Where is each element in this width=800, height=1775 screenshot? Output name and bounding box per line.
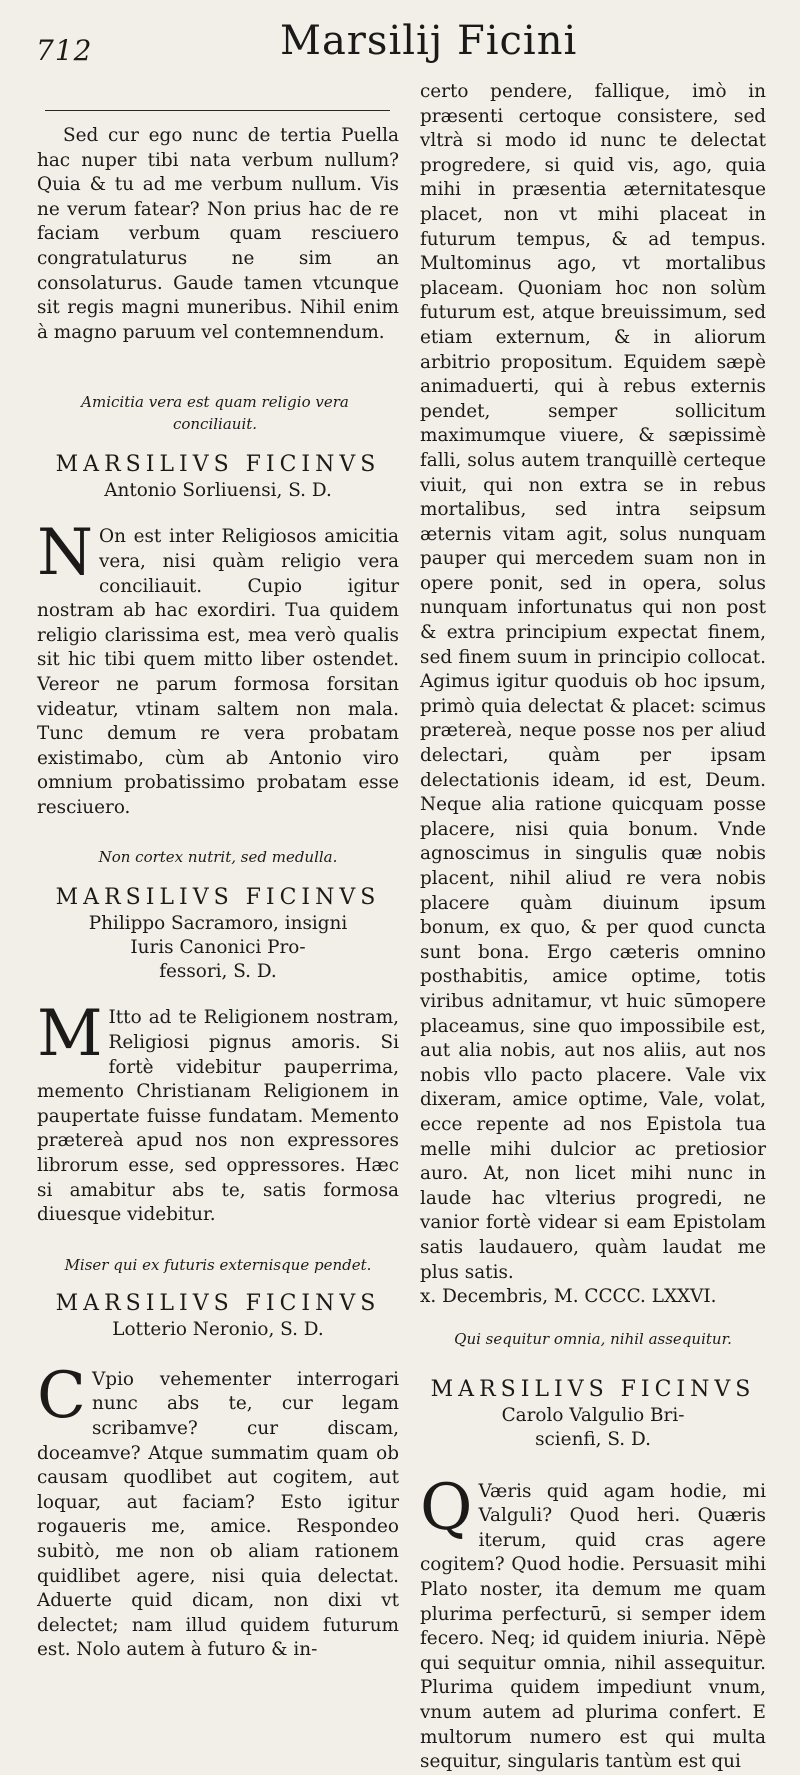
- running-head: Marsilij Ficini: [280, 18, 578, 64]
- letter-motto: Non cortex nutrit, sed medulla.: [98, 848, 338, 867]
- letter-body: On est inter Religiosos amicitia vera, nisi quàm religio vera conciliauit. Cupio igitur nostram ab hac exordiri. Tua quidem religio clarissima est, mea verò qualis sit hic tibi quem mitto liber ostendet. Vereor ne parum formosa forsitan videatur, vtinam saltem non mala. Tunc demum re vera probatam existimabo, cùm ab Antonio viro omnium probatissimo probatam esse resciuero.: [37, 526, 399, 818]
- continued-letter-text: certo pendere, fallique, imò in præsenti certoque consistere, sed vltrà si modo id nunc te delectat progredere, si quid vis, ago, quia mihi in præsentia æternitatesque placet, non vt mihi placeat in futurum tempus, & ad tempus. Multominus ago, vt mortalibus placeam. Quoniam hoc non solùm futurum est, atque breuissimum, sed etiam externum, & in aliorum arbitrio propositum. Equidem sæpè animaduerti, qui à rebus externis pendet, semper sollicitum maximumque viuere, & sæpissimè falli, solus autem tranquillè certeque viuit, qui non extra se in rebus mortalibus, sed intra seipsum æternis vitam agit, solus nunquam pauper qui mercedem suam non in opere ponit, sed in opera, solus nunquam infortunatus qui non post & extra principium expectat finem, sed finem suum in principio collocat. Agimus igitur quoduis ob hoc ipsum, primò quia delectat & placet: scimus prætereà, neque posse nos per aliud delectari, quàm per ipsam delectationis ideam, id est, Deum. Neque alia ratione quicquam posse placere, nisi quia bonum. Vnde agnoscimus in singulis quæ nobis placent, nihil aliud re vera nobis placere quàm diuinum ipsum bonum, ex quo, & per quod cuncta sunt bona. Ergo cæteris omnino posthabitis, amice optime, totis viribus adnitamur, vt huic sūmopere placeamus, sine quo impossibile est, aut alia nobis, aut nos aliis, aut nos nobis vllo pacto placere. Vale vix dixeram, amice optime, Vale, volat, ecce repente ad nos Epistola tua melle mihi dulcior ac pretiosior auro. At, non licet mihi nunc in laude hac vlterius progredi, ne vanior fortè videar si eam Epistolam satis laudauero, quàm laudat me plus satis.: [420, 81, 766, 1283]
- drop-capital: N: [37, 516, 93, 591]
- letter-addressee-line: scienfi, S. D.: [535, 1428, 651, 1450]
- letter-motto: Miser qui ex futuris externisque pendet.: [64, 1255, 372, 1274]
- letter-body: Vpio vehementer interrogari nunc abs te, cur legam scribamve? cur discam, doceamve? Atque summatim quam ob causam quodlibet aut cogitem, aut loquar, aut faciam? Esto igitur rogaueris me, amice. Respondeo subitò, me non ob aliam rationem quidlibet agere, nisi quia delectat. Aduerte quid dicam, non dixi vt delectet; nam illud quidem futurum est. Nolo autem à futuro & in-: [37, 1368, 399, 1661]
- header-rule: [45, 110, 390, 111]
- right-column: [420, 80, 766, 1775]
- left-column: [37, 124, 399, 1663]
- letter-addressee-line: Philippo Sacramoro, insigni: [88, 913, 348, 935]
- letter-sender-heading: MARSILIVS FICINVS: [55, 452, 381, 478]
- letter-addressee-line: fessori, S. D.: [159, 961, 277, 983]
- letter-body-block: [37, 997, 399, 1227]
- letter-addressee-line: Iuris Canonici Pro-: [130, 937, 306, 959]
- letter-sender-heading: MARSILIVS FICINVS: [430, 1376, 756, 1402]
- letter-motto: Amicitia vera est quam religio vera conciliauit.: [81, 393, 349, 434]
- letter-addressee: Lotterio Neronio, S. D.: [112, 1318, 324, 1340]
- letter-addressee: Antonio Sorliuensi, S. D.: [104, 480, 332, 502]
- letter-motto: Qui sequitur omnia, nihil assequitur.: [454, 1329, 732, 1348]
- letter-sender-heading: MARSILIVS FICINVS: [55, 885, 381, 911]
- letter-body: Væris quid agam hodie, mi Valguli? Quod heri. Quæris iterum, quid cras agere cogitem? Quod hodie. Persuasit mihi Plato noster, ita demum me quam plurima perfecturū, si semper idem fecero. Neq; id quidem iniuria. Nēpè qui sequitur omnia, nihil assequitur. Plurima quidem impediunt vnum, vnum autem ad plurima confert. E multorum numero est qui multa sequitur, singularis tantùm est qui: [420, 1480, 766, 1773]
- letter-date: x. Decembris, M. CCCC. LXXVI.: [420, 1286, 717, 1308]
- drop-capital: C: [37, 1358, 86, 1433]
- letter-addressee-line: Carolo Valgulio Bri-: [501, 1404, 685, 1426]
- drop-capital: Q: [420, 1470, 473, 1545]
- letter-body-block: [37, 516, 399, 820]
- opening-paragraph: Sed cur ego nunc de tertia Puella hac nuper tibi nata verbum nullum? Quia & tu ad me verbum nullum. Vis ne verum fatear? Non prius hac de re faciam verbum quam resciuero congratulaturus ne sim an consolaturus. Gaude tamen vtcunque sit regis magni muneribus. Nihil enim à magno paruum vel contemnendum.: [37, 125, 399, 343]
- letter-body-block: [420, 1470, 766, 1775]
- page-number: 712: [36, 34, 93, 67]
- letter-sender-heading: MARSILIVS FICINVS: [55, 1290, 381, 1316]
- drop-capital: M: [37, 997, 103, 1072]
- letter-body: Itto ad te Religionem nostram, Religiosi pignus amoris. Si fortè videbitur pauperrima, memento Christianam Religionem in paupertate fuisse fundatam. Memento prætereà apud nos non expressores librorum esse, sed oppressores. Hæc si amabitur abs te, satis formosa diuesque videbitur.: [37, 1007, 399, 1226]
- letter-body-block: [37, 1358, 399, 1663]
